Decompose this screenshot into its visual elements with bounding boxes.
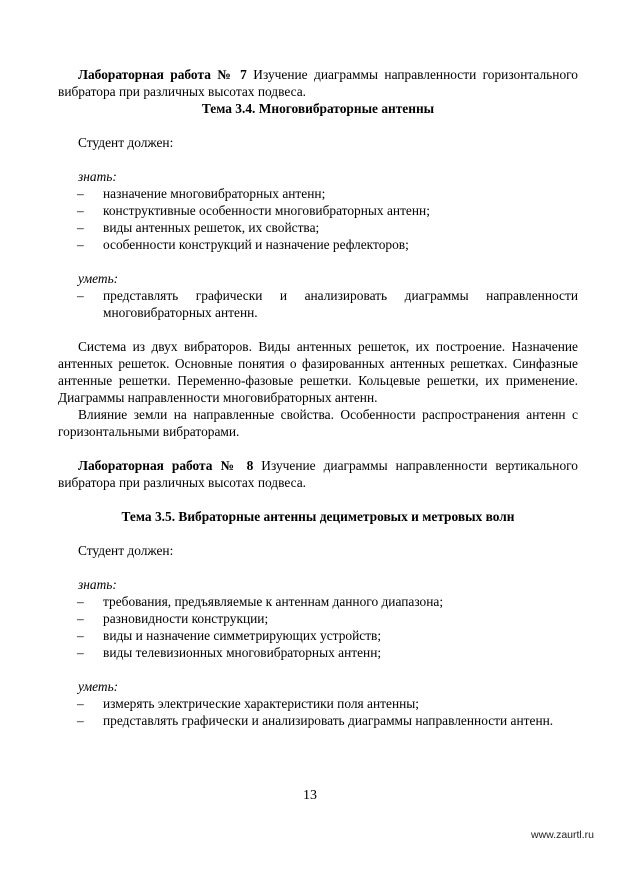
list-item-text: конструктивные особенности многовибраторных антенн; (103, 203, 430, 218)
able-item (58, 712, 578, 729)
page-number: 13 (303, 788, 317, 803)
able-item (58, 695, 578, 712)
dash-bullet: – (77, 220, 84, 235)
list-item-text: представлять графически и анализировать диаграммы направленности многовибраторных антенн. (103, 288, 578, 320)
dash-bullet: – (77, 713, 84, 728)
lab-work-7 (58, 66, 578, 100)
list-item-text: особенности конструкций и назначение рефлекторов; (103, 237, 409, 252)
list-item-text: требования, предъявляемые к антеннам данного диапазона; (103, 594, 444, 609)
list-item-text: представлять графически и анализировать диаграммы направленности антенн. (103, 713, 554, 728)
know-item (58, 219, 578, 236)
website-watermark: www.zaurtl.ru (530, 829, 594, 841)
able-list-1 (58, 287, 578, 321)
lab-work-7-text: Изучение диаграммы направленности горизонтального вибратора при различных высотах подвеса. (58, 67, 578, 99)
dash-bullet: – (77, 186, 84, 201)
topic-3-4-heading: Тема 3.4. Многовибраторные антенны (201, 101, 435, 116)
dash-bullet: – (77, 696, 84, 711)
document-page (58, 66, 578, 729)
know-label-1: знать: (78, 169, 117, 184)
list-item-text: измерять электрические характеристики поля антенны; (103, 696, 419, 711)
able-item (58, 287, 578, 321)
list-item-text: виды телевизионных многовибраторных антенн; (103, 645, 382, 660)
know-list-1 (58, 185, 578, 253)
topic-3-4-content: Система из двух вибраторов. Виды антенных решеток, их построение. Назначение антенных решеток. Основные понятия о фазированных антенных решетках. Синфазные антенные решетки. Переменно-фазовые решетки. Кольцевые решетки, их применение. Диаграммы направленности многовибраторных антенн. (58, 339, 578, 405)
know-list-2 (58, 593, 578, 661)
list-item-text: виды и назначение симметрирующих устройств; (103, 628, 382, 643)
dash-bullet: – (77, 628, 84, 643)
topic-3-4-content-2: Влияние земли на направленные свойства. Особенности распространения антенн с горизонтальными вибраторами. (58, 407, 578, 439)
able-label-2: уметь: (78, 679, 119, 694)
dash-bullet: – (77, 237, 84, 252)
dash-bullet: – (77, 594, 84, 609)
able-label-1: уметь: (78, 271, 119, 286)
dash-bullet: – (77, 611, 84, 626)
know-item (58, 202, 578, 219)
know-item (58, 644, 578, 661)
lab-work-8-title: Лабораторная работа № 8 (78, 458, 254, 473)
dash-bullet: – (77, 203, 84, 218)
know-label-2: знать: (78, 577, 117, 592)
know-item (58, 593, 578, 610)
know-item (58, 185, 578, 202)
list-item-text: разновидности конструкции; (103, 611, 269, 626)
lab-work-8-text: Изучение диаграммы направленности вертикального вибратора при различных высотах подвеса. (58, 458, 578, 490)
know-item (58, 610, 578, 627)
able-list-2 (58, 695, 578, 729)
list-item-text: назначение многовибраторных антенн; (103, 186, 326, 201)
student-must-1: Студент должен: (78, 135, 174, 150)
lab-work-7-title: Лабораторная работа № 7 (78, 67, 247, 82)
dash-bullet: – (77, 288, 84, 303)
list-item-text: виды антенных решеток, их свойства; (103, 220, 320, 235)
know-item (58, 236, 578, 253)
dash-bullet: – (77, 645, 84, 660)
topic-3-5-heading: Тема 3.5. Вибраторные антенны дециметровых и метровых волн (121, 509, 515, 524)
lab-work-8 (58, 457, 578, 491)
know-item (58, 627, 578, 644)
student-must-2: Студент должен: (78, 543, 174, 558)
